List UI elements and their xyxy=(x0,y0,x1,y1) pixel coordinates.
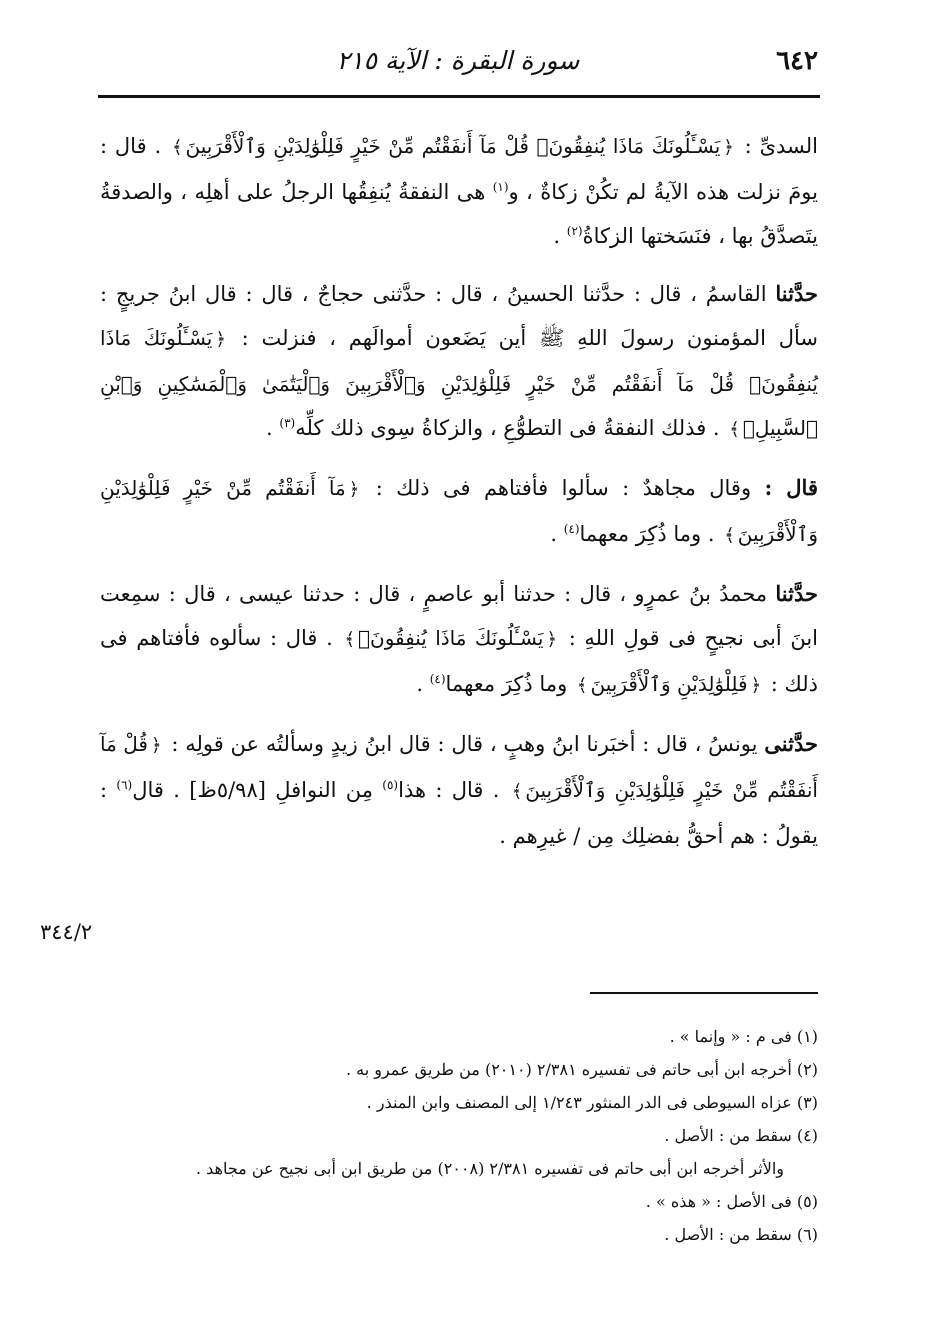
footnotes xyxy=(100,1020,818,1251)
footnote-marker: (٤) xyxy=(429,672,446,686)
paragraph-text: : يقولُ : هم أحقُّ بفضلِك مِن / غيرِهم . xyxy=(100,778,818,848)
paragraph-text: . xyxy=(416,672,424,696)
quran-open-brace: ﴿ xyxy=(215,329,226,350)
footnote-2: (٢) أخرجه ابن أبى حاتم فى تفسيره ٢/٣٨١ (٢٠١٠) من طريق عمرو به . xyxy=(345,1060,818,1079)
footnote-1: (١) فى م : « وإنما » . xyxy=(669,1027,818,1046)
page-number: ٦٤٢ xyxy=(776,46,818,76)
quran-open-brace: ﴿ xyxy=(546,629,558,650)
footnote-6: (٦) سقط من : الأصل . xyxy=(664,1225,818,1244)
footnote-5: (٥) فى الأصل : « هذه » . xyxy=(645,1192,818,1211)
quran-close-brace: ﴾ xyxy=(576,675,588,696)
quran-verse: قُلْ مَآ أَنفَقْتُم مِّنْ خَيْرٍ فَلِلْوَٰلِدَيْنِ وَٱلْأَقْرَبِينَ xyxy=(100,732,818,802)
paragraph-5 xyxy=(100,722,818,858)
quran-verse: فَلِلْوَٰلِدَيْنِ وَٱلْأَقْرَبِينَ xyxy=(590,672,748,696)
paragraph-lead: حدَّثنا xyxy=(775,281,818,306)
footnote-rule xyxy=(590,992,818,994)
paragraph-text: مِن النوافلِ [٥/٩٨ظ] . قال xyxy=(132,778,373,802)
footnote-marker: (٥) xyxy=(382,778,399,792)
margin-reference: ٣٤٤/٢ xyxy=(40,920,93,944)
quran-close-brace: ﴾ xyxy=(724,525,735,546)
paragraph-text: . فذلك النفقةُ فى التطوُّعِ ، والزكاةُ سِوى ذلك كلِّه xyxy=(295,416,720,440)
header-rule xyxy=(98,95,820,98)
paragraph-lead: حدَّثنا xyxy=(775,581,818,606)
quran-open-brace: ﴿ xyxy=(723,137,734,158)
paragraph-text: . قال : يومَ نزلت هذه الآيةُ لم تكُنْ زكاةٌ ، و xyxy=(100,134,818,204)
paragraph-2 xyxy=(100,272,818,452)
quran-open-brace: ﴿ xyxy=(348,479,360,500)
quran-open-brace: ﴿ xyxy=(151,735,162,756)
paragraph-text: . وما ذُكِرَ معهما xyxy=(579,522,715,546)
quran-close-brace: ﴾ xyxy=(511,781,523,802)
quran-open-brace: ﴿ xyxy=(750,675,762,696)
paragraph-text: . xyxy=(553,224,561,248)
footnote-marker: (٤) xyxy=(563,522,580,536)
paragraph-text: . قال : هذا xyxy=(398,778,500,802)
footnote-marker: (١) xyxy=(492,180,509,194)
quran-verse: يَسْـَٔلُونَكَ مَاذَا يُنفِقُونَۖ xyxy=(358,626,544,650)
running-title: سورة البقرة : الآية ٢١٥ xyxy=(336,46,580,75)
paragraph-text: وقال مجاهدٌ : سألوا فأفتاهم فى ذلك : xyxy=(375,476,752,500)
paragraph-text: . قال : سألوه فأفتاهم فى ذلك : xyxy=(100,626,818,696)
footnote-4-continuation: والأثر أخرجه ابن أبى حاتم فى تفسيره ٢/٣٨١ (٢٠٠٨) من طريق ابن أبى نجيح عن مجاهد . xyxy=(195,1159,784,1178)
paragraph-3 xyxy=(100,466,818,558)
page-header xyxy=(98,40,818,90)
paragraph-text: . xyxy=(550,522,557,546)
quran-verse: مَآ أَنفَقْتُم مِّنْ خَيْرٍ فَلِلْوَٰلِدَيْنِ وَٱلْأَقْرَبِينَ xyxy=(100,476,818,546)
paragraph-text: يونسُ ، قال : أخبَرنا ابنُ وهبٍ ، قال : قال ابنُ زيدٍ وسألتُه عن قولِه : xyxy=(171,732,758,756)
footnote-marker: (٣) xyxy=(279,416,296,430)
paragraph-4 xyxy=(100,572,818,708)
quran-close-brace: ﴾ xyxy=(171,137,183,158)
paragraph-lead: قال : xyxy=(764,475,818,500)
quran-close-brace: ﴾ xyxy=(344,629,356,650)
paragraph-lead: السدىِّ : xyxy=(744,134,818,158)
quran-close-brace: ﴾ xyxy=(729,419,740,440)
paragraph-text: محمدُ بنُ عمرٍو ، قال : حدثنا أبو عاصمٍ ، قال : حدثنا عيسى ، قال : سمِعت ابنَ أبى نجيحٍ فى قولِ اللهِ : xyxy=(100,582,818,650)
paragraph-text: هى النفقةُ يُنفِقُها الرجلُ على أهلِه ، والصدقةُ يتَصدَّقُ بها ، فنَسَختها الزكاةُ xyxy=(100,180,818,248)
paragraph-text: . xyxy=(266,416,273,440)
paragraph-lead: حدَّثنى xyxy=(764,731,818,756)
paragraph-1 xyxy=(100,124,818,258)
footnote-marker: (٢) xyxy=(566,224,583,238)
main-text xyxy=(100,124,818,872)
footnote-3: (٣) عزاه السيوطى فى الدر المنثور ١/٢٤٣ إلى المصنف وابن المنذر . xyxy=(366,1093,818,1112)
paragraph-text: وما ذُكِرَ معهما xyxy=(445,672,568,696)
paragraph-text: القاسمُ ، قال : حدَّثنا الحسينُ ، قال : حدَّثنى حجاجٌ ، قال : قال ابنُ جريجٍ : سأل المؤمنون رسولَ اللهِ ﷺ أين يَضَعون أموالَهم ، فنزلت : xyxy=(100,282,818,350)
footnote-4: (٤) سقط من : الأصل . xyxy=(664,1126,818,1145)
footnote-marker: (٦) xyxy=(116,778,133,792)
quran-verse: يَسْـَٔلُونَكَ مَاذَا يُنفِقُونَۖ قُلْ مَآ أَنفَقْتُم مِّنْ خَيْرٍ فَلِلْوَٰلِدَيْنِ وَٱلْأَقْرَبِينَ xyxy=(185,134,721,158)
quran-verse: يَسْـَٔلُونَكَ مَاذَا يُنفِقُونَۖ قُلْ مَآ أَنفَقْتُم مِّنْ خَيْرٍ فَلِلْوَٰلِدَيْنِ وَٱلْأَقْرَبِينَ وَٱلْيَتَٰمَىٰ وَٱلْمَسَٰكِينِ وَٱبْنِ ٱلسَّبِيلِۗ xyxy=(100,326,818,440)
